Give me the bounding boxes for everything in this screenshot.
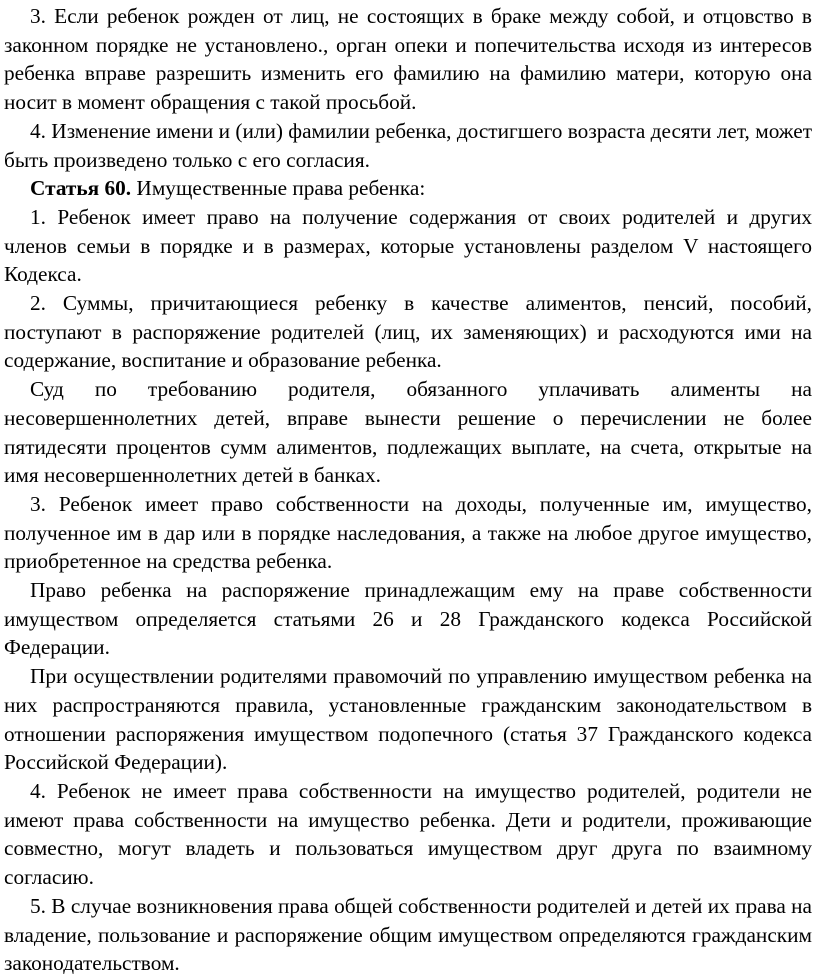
paragraph-text: 5. В случае возникновения права общей собственности родителей и детей их права на владение, пользование и распоряжение общим имуществом определяются гражданским законодательством. [4,893,812,976]
paragraph-text: При осуществлении родителями правомочий по управлению имуществом ребенка на них распространяются правила, установленные гражданским законодательством в отношении распоряжения имуществом подопечного (статья 37 Гражданского кодекса Российской Федерации). [4,664,812,775]
paragraph-surname-change-mother [4,2,812,117]
paragraph-no-mutual-ownership [4,777,812,892]
paragraph-text: 2. Суммы, причитающиеся ребенку в качестве алиментов, пенсий, пособий, поступают в распоряжение родителей (лиц, их заменяющих) и расходуются ими на содержание, воспитание и образование ребенка. [4,291,812,373]
paragraph-text: Суд по требованию родителя, обязанного уплачивать алименты на несовершеннолетних детей, вправе вынести решение о перечислении не более пятидесяти процентов сумм алиментов, подлежащих выплате, на счета, открытые на имя несовершеннолетних детей в банках. [4,377,812,488]
paragraph-right-to-support [4,203,812,289]
paragraph-text: 4. Изменение имени и (или) фамилии ребенка, достигшего возраста десяти лет, может быть произведено только с его согласия. [4,118,812,172]
article-60-heading [4,174,812,203]
paragraph-text: 3. Ребенок имеет право собственности на доходы, полученные им, имущество, полученное им в дар или в порядке наследования, а также на любое другое имущество, приобретенное на средства ребенка. [4,491,812,574]
paragraph-court-transfer [4,375,812,490]
paragraph-alimony-sums [4,289,812,375]
paragraph-common-property [4,892,812,978]
paragraph-text: 3. Если ребенок рожден от лиц, не состоящих в браке между собой, и отцовство в законном порядке не установлено., орган опеки и попечительства исходя из интересов ребенка вправе разрешить изменить его фамилию на фамилию матери, которую она носит в момент обращения с такой просьбой. [4,4,812,115]
article-title-text: Имущественные права ребенка: [131,176,426,201]
paragraph-disposal-right [4,576,812,662]
paragraph-text: 4. Ребенок не имеет права собственности на имущество родителей, родители не имеют права собственности на имущество ребенка. Дети и родители, проживающие совместно, могут владеть и пользоваться имуществом друг друга по взаимному согласию. [4,778,812,890]
article-number: Статья 60. [30,176,132,201]
paragraph-property-right [4,490,812,576]
paragraph-text: Право ребенка на распоряжение принадлежащим ему на праве собственности имуществом определяется статьями 26 и 28 Гражданского кодекса Российской Федерации. [4,578,812,660]
paragraph-parental-management [4,662,812,777]
paragraph-text: 1. Ребенок имеет право на получение содержания от своих родителей и других членов семьи в порядке и в размерах, которые установлены разделом V настоящего Кодекса. [4,204,812,287]
paragraph-name-change-consent [4,117,812,174]
